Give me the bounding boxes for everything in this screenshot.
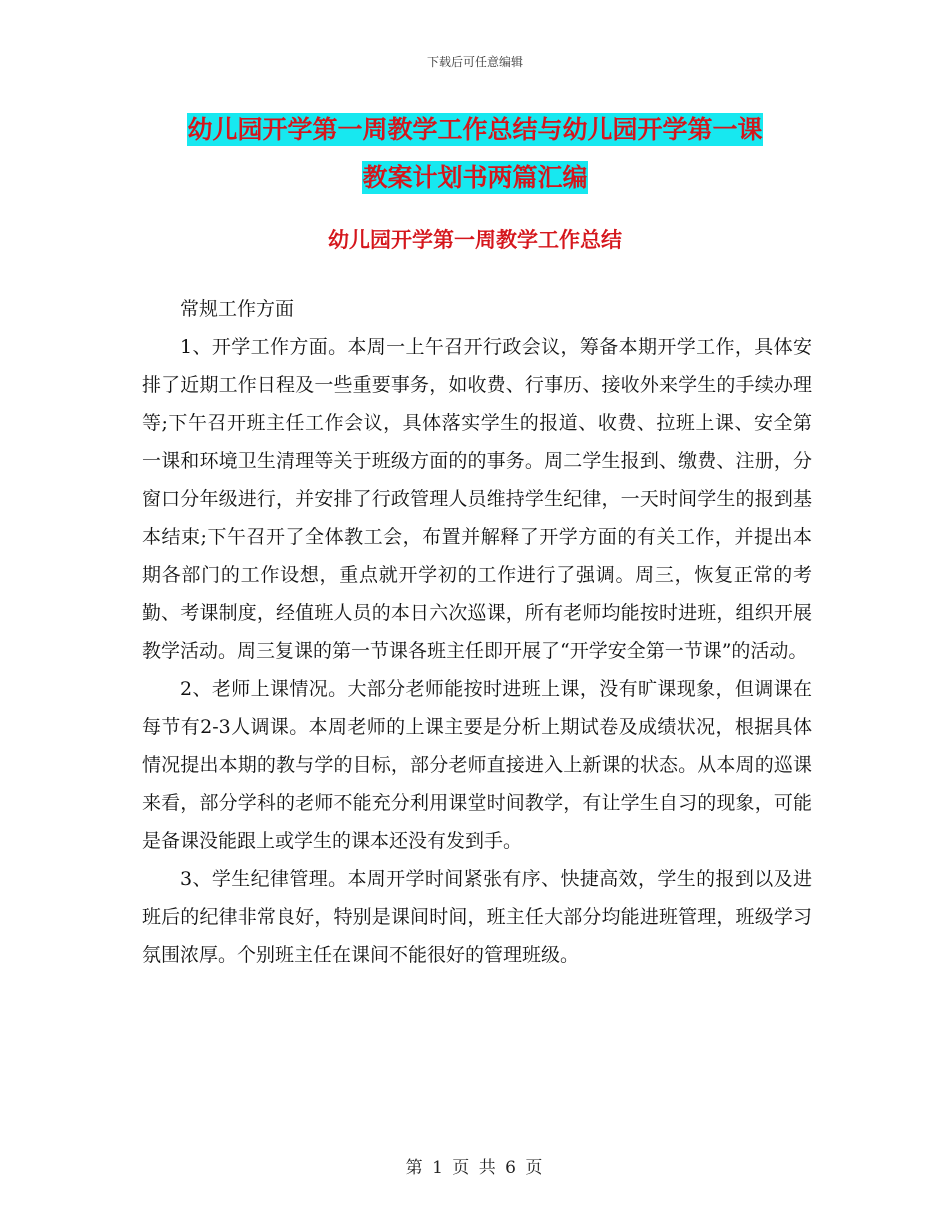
paragraph-teacher-classes: 2、老师上课情况。大部分老师能按时进班上课，没有旷课现象，但调课在每节有2-3人调课。本周老师的上课主要是分析上期试卷及成绩状况，根据具体情况提出本期的教与学的目标，部分老师直接进入上新课的状态。从本周的巡课来看，部分学科的老师不能充分利用课堂时间教学，有让学生自习的现象，可能是备课没能跟上或学生的课本还没有发到手。 [142, 678, 812, 852]
subheading-routine-work: 常规工作方面 [180, 298, 295, 320]
title-highlight-2: 教案计划书两篇汇编 [362, 163, 588, 192]
title-highlight-1: 幼儿园开学第一周教学工作总结与幼儿园开学第一课 [187, 115, 763, 144]
section-title: 幼儿园开学第一周教学工作总结 [328, 228, 622, 252]
header-note: 下载后可任意编辑 [426, 55, 523, 69]
paragraph-opening-work: 1、开学工作方面。本周一上午召开行政会议，筹备本期开学工作，具体安排了近期工作日程及一些重要事务，如收费、行事历、接收外来学生的手续办理等;下午召开班主任工作会议，具体落实学生的报道、收费、拉班上课、安全第一课和环境卫生清理等关于班级方面的的事务。周二学生报到、缴费、注册，分窗口分年级进行，并安排了行政管理人员维持学生纪律，一天时间学生的报到基本结束;下午召开了全体教工会，布置并解释了开学方面的有关工作，并提出本期各部门的工作设想，重点就开学初的工作进行了强调。周三，恢复正常的考勤、考课制度，经值班人员的本日六次巡课，所有老师均能按时进班，组织开展教学活动。周三复课的第一节课各班主任即开展了“开学安全第一节课”的活动。 [142, 336, 812, 662]
document-title [0, 106, 950, 202]
page-number: 第 1 页 共 6 页 [405, 1158, 545, 1178]
document-title-line-2 [0, 154, 950, 202]
document-body [142, 290, 812, 974]
document-title-line-1 [0, 106, 950, 154]
paragraph-student-discipline: 3、学生纪律管理。本周开学时间紧张有序、快捷高效，学生的报到以及进班后的纪律非常良好，特别是课间时间，班主任大部分均能进班管理，班级学习氛围浓厚。个别班主任在课间不能很好的管理班级。 [142, 868, 812, 966]
